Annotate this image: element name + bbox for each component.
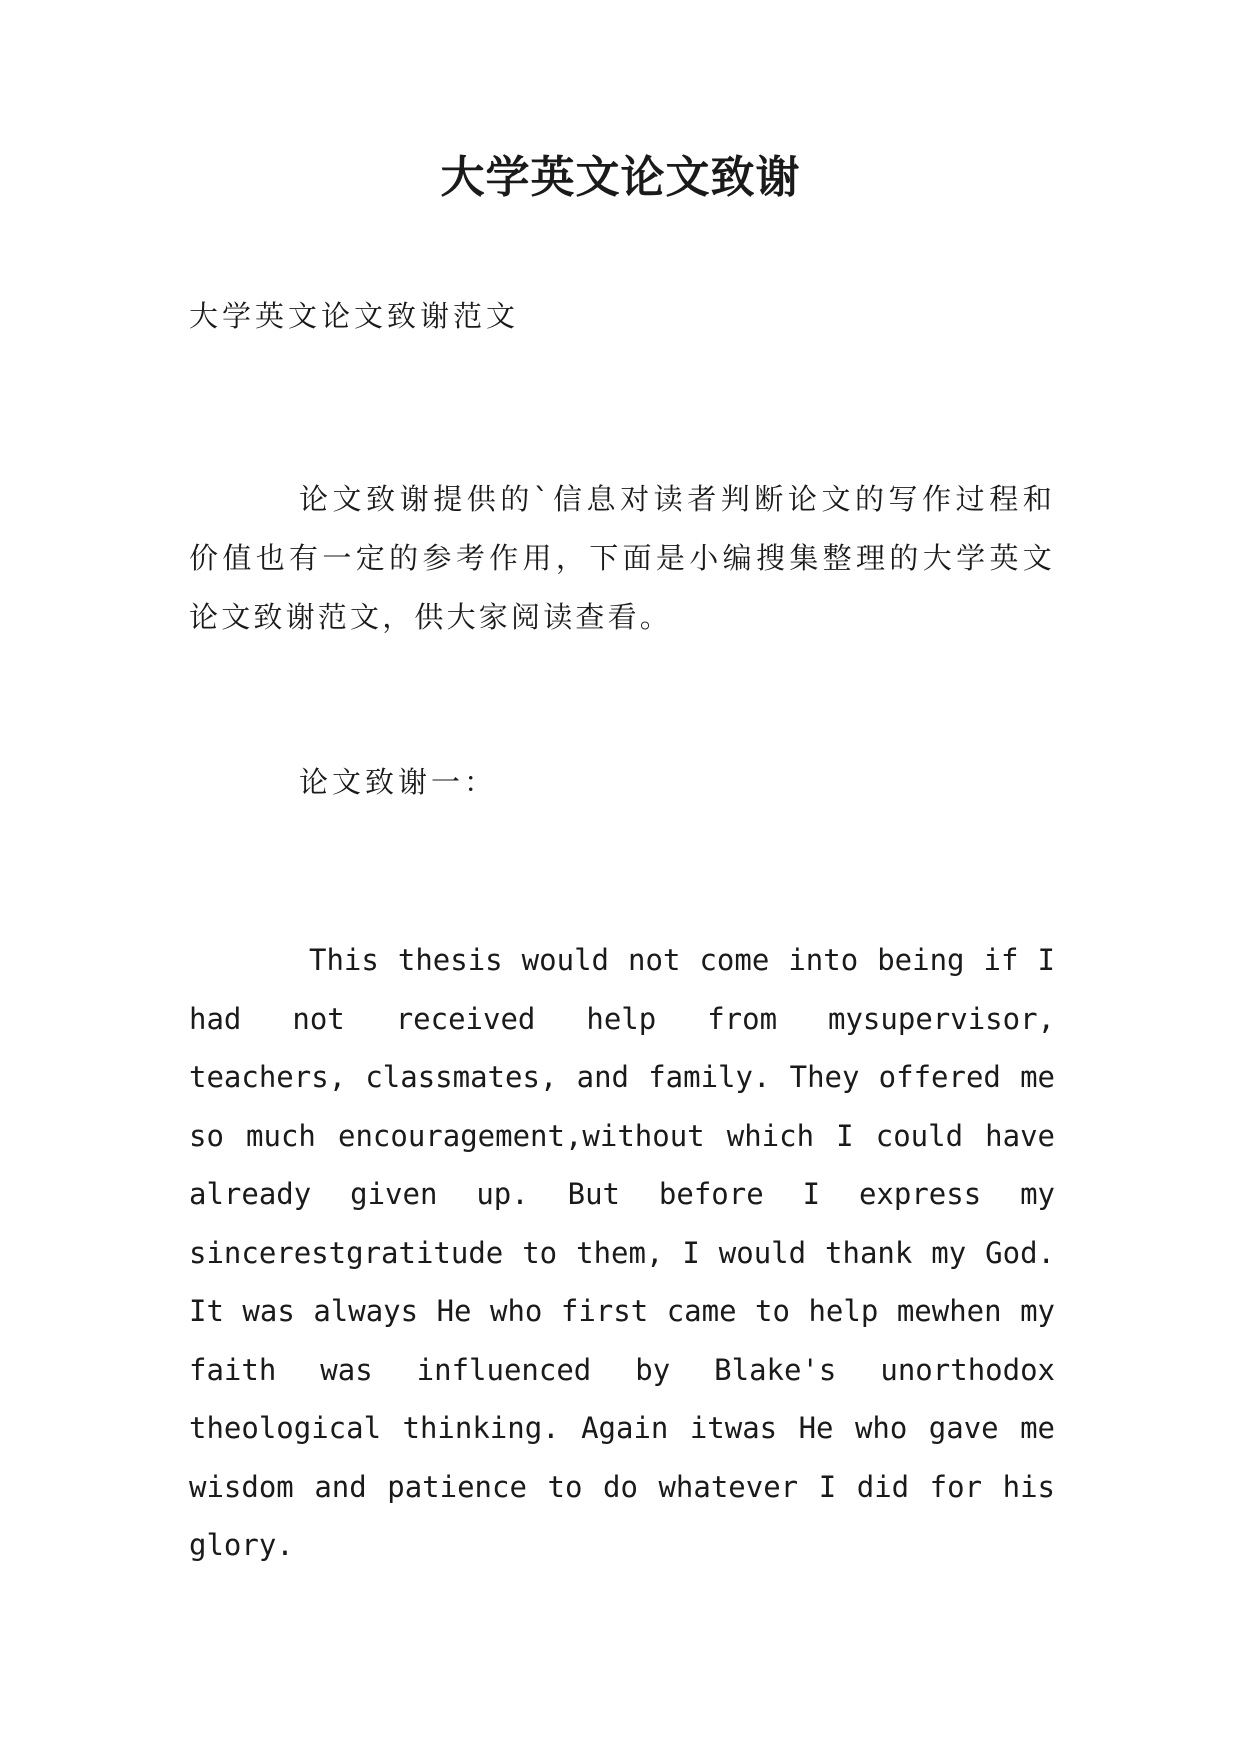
page-title: 大学英文论文致谢 xyxy=(440,152,801,203)
section-heading: 论文致谢一： xyxy=(299,765,498,799)
intro-paragraph: 论文致谢提供的`信息对读者判断论文的写作过程和价值也有一定的参考作用，下面是小编搜集整理的大学英文论文致谢范文，供大家阅读查看。 xyxy=(189,482,1055,634)
english-paragraph: This thesis would not come into being if I had not received help from mysupervisor, teachers, classmates, and family. They offered me so much encouragement,without which I could have already given up. But before I express my sincerestgratitude to them, I would thank my God. It was always He who first came to help mewhen my faith was influenced by Blake's unorthodox theological thinking. Again itwas He who gave me wisdom and patience to do whatever I did for his glory. xyxy=(189,943,1055,1562)
document-subtitle: 大学英文论文致谢范文 xyxy=(189,299,520,333)
